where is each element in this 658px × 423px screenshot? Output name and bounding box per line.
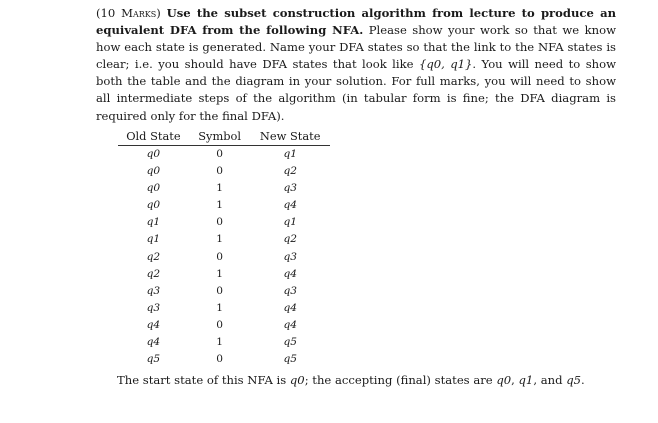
new-state-cell: q2 — [283, 165, 297, 178]
symbol-cell: 1 — [216, 267, 223, 280]
bold-instruction: Use the subset construction algorithm from lecture to produce an equivalent DFA from the following NFA. — [96, 6, 617, 38]
new-state-cell: q4 — [283, 301, 297, 314]
old-state-cell: q0 — [146, 148, 161, 160]
old-state-cell: q3 — [146, 284, 161, 297]
new-state-cell: q3 — [283, 250, 297, 263]
new-state-cell: q1 — [283, 216, 297, 229]
question-body-1: Please show your work so that we know how each state is generated. Name your DFA states so that the link to the NFA states is clear; i.e. you should have DFA states that look like — [96, 23, 616, 72]
old-state-cell: q0 — [146, 165, 161, 178]
transition-table — [118, 127, 330, 368]
old-state-cell: q4 — [146, 318, 161, 331]
transition-table-container — [118, 127, 330, 368]
table-row — [118, 283, 330, 300]
new-state-cell: q4 — [283, 318, 297, 331]
table-row — [118, 334, 330, 351]
table-row — [118, 300, 330, 317]
accepting-state-1: q0 — [496, 373, 512, 387]
symbol-cell: 1 — [216, 182, 223, 195]
start-state: q0 — [289, 373, 305, 387]
accepting-state-3: q5 — [566, 373, 582, 387]
old-state-cell: q1 — [146, 216, 161, 229]
example-state-set: {q0, q1} — [418, 57, 473, 72]
new-state-cell: q1 — [283, 148, 297, 160]
symbol-cell: 1 — [216, 336, 223, 349]
symbol-cell: 1 — [216, 233, 223, 246]
footer-sentence: The start state of this NFA is q0; the accepting (final) states are q0, q1, and q5. — [117, 373, 585, 387]
table-row — [118, 249, 330, 266]
symbol-cell: 0 — [216, 148, 223, 160]
symbol-cell: 0 — [216, 165, 223, 178]
old-state-cell: q2 — [146, 250, 161, 263]
table-row — [118, 180, 330, 197]
table-row — [118, 231, 330, 248]
table-row — [118, 163, 330, 180]
accepting-text: ; the accepting (final) states are — [304, 373, 493, 387]
symbol-cell: 0 — [216, 250, 223, 263]
header-old-state: Old State — [118, 127, 189, 146]
symbol-cell: 0 — [216, 284, 223, 297]
question-body-2: . You will need to show both the table and the diagram in your solution. For full marks, you will need to show all intermediate steps of the algorithm (in tabular form is fine; the DFA diagram is required only for the final DFA). — [96, 57, 617, 123]
new-state-cell: q5 — [283, 336, 297, 349]
accepting-state-2: q1 — [518, 373, 534, 387]
old-state-cell: q0 — [146, 182, 161, 195]
table-row — [118, 197, 330, 214]
start-text: The start state of this NFA is — [117, 373, 287, 387]
new-state-cell: q3 — [283, 284, 297, 297]
symbol-cell: 1 — [216, 199, 223, 212]
old-state-cell: q5 — [146, 353, 161, 366]
question-paragraph — [96, 5, 616, 125]
new-state-cell: q4 — [283, 267, 297, 280]
new-state-cell: q4 — [283, 199, 297, 212]
symbol-cell: 0 — [216, 216, 223, 229]
table-row — [118, 266, 330, 283]
accepting-and: and — [540, 373, 563, 387]
table-row — [118, 351, 330, 368]
old-state-cell: q3 — [146, 301, 161, 314]
old-state-cell: q2 — [146, 267, 161, 280]
table-row — [118, 146, 330, 164]
symbol-cell: 0 — [216, 353, 223, 366]
old-state-cell: q4 — [146, 336, 161, 349]
new-state-cell: q3 — [283, 182, 297, 195]
new-state-cell: q5 — [283, 353, 297, 366]
table-body — [118, 146, 330, 369]
table-row — [118, 317, 330, 334]
new-state-cell: q2 — [283, 233, 297, 246]
marks-label: (10 Marks) — [96, 6, 161, 20]
symbol-cell: 1 — [216, 301, 223, 314]
header-symbol: Symbol — [189, 127, 251, 146]
table-header-row — [118, 127, 330, 146]
old-state-cell: q1 — [146, 233, 161, 246]
old-state-cell: q0 — [146, 199, 161, 212]
header-new-state: New State — [250, 127, 330, 146]
table-row — [118, 214, 330, 231]
symbol-cell: 0 — [216, 318, 223, 331]
